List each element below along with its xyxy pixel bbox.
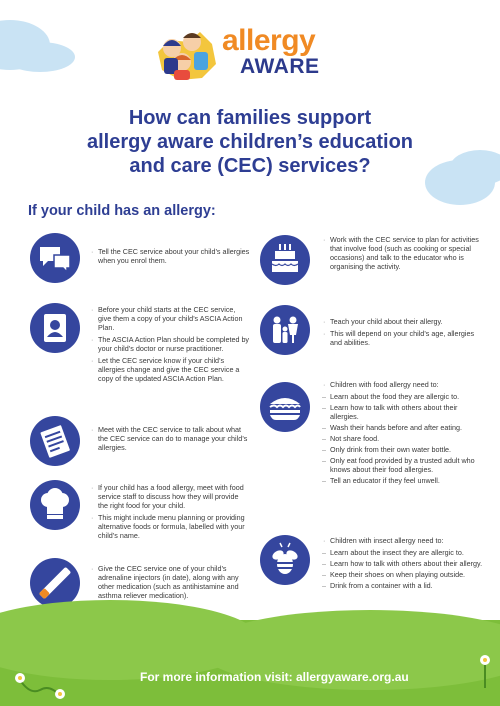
right-block-1 (322, 235, 484, 274)
list-item: – Learn about the food they are allergic to. (322, 392, 484, 401)
section-heading: If your child has an allergy: (28, 203, 216, 219)
allergy-aware-logo (150, 22, 350, 88)
logo-children-icon (150, 22, 222, 84)
list-item: – Only eat food provided by a trusted adult who knows about their food allergies. (322, 456, 484, 474)
list-item: – Drink from a container with a lid. (322, 581, 484, 590)
list-item: – Tell an educator if they feel unwell. (322, 476, 484, 485)
list-item: · Tell the CEC service about your child’s allergies when you enrol them. (90, 247, 250, 265)
list-item: · Give the CEC service one of your child’s adrenaline injectors (in date), along with any other medication (such as antihistamine and asthma reliever medication). (90, 564, 250, 600)
list-item: · This might include menu planning or providing alternative foods or formula, labelled with your child’s name. (90, 513, 250, 540)
left-block-2 (90, 305, 250, 386)
left-block-5 (90, 564, 250, 603)
sandwich-icon (260, 382, 310, 432)
right-block-3 (322, 380, 484, 487)
cloud-left-2 (5, 42, 75, 72)
list-item: – Learn about the insect they are allergic to. (322, 548, 484, 557)
footer-website-text: For more information visit: allergyaware.org.au (140, 670, 409, 684)
list-item: – Learn how to talk with others about their allergy. (322, 559, 484, 568)
left-block-3 (90, 425, 250, 455)
list-item: – Only drink from their own water bottle. (322, 445, 484, 454)
list-item: · Teach your child about their allergy. (322, 317, 484, 326)
list-item: · This will depend on your child’s age, allergies and abilities. (322, 329, 484, 347)
bee-icon (260, 535, 310, 585)
right-block-2 (322, 317, 484, 350)
list-item: – Wash their hands before and after eating. (322, 423, 484, 432)
title-line-2: allergy aware children’s education (86, 131, 414, 153)
speech-bubbles-icon (30, 233, 80, 283)
flowers-icon (0, 640, 120, 706)
list-item: · Let the CEC service know if your child’s allergies change and give the CEC service a copy of the updated ASCIA Action Plan. (90, 356, 250, 383)
page-title (40, 106, 460, 178)
list-intro: · Children with insect allergy need to: (322, 536, 484, 545)
title-line-1: How can families support (128, 107, 372, 129)
list-item: · If your child has a food allergy, meet with food service staff to discuss how they will provide the right food for your child. (90, 483, 250, 510)
list-item: · Work with the CEC service to plan for activities that involve food (such as cooking or special occasions) and talk to the educator who is organising the activity. (322, 235, 484, 271)
birthday-cake-icon (260, 235, 310, 285)
logo-word-aware: AWARE (240, 55, 320, 78)
chef-hat-icon (30, 480, 80, 530)
left-block-1 (90, 247, 250, 268)
list-item: · Before your child starts at the CEC service, give them a copy of your child’s ASCIA Action Plan. (90, 305, 250, 332)
logo-word-allergy: allergy (222, 24, 316, 57)
left-block-4 (90, 483, 250, 543)
list-item: – Learn how to talk with others about their allergies. (322, 403, 484, 421)
list-item: · Meet with the CEC service to talk about what the CEC service can do to manage your child’s allergies. (90, 425, 250, 452)
list-item: · The ASCIA Action Plan should be completed by your child’s doctor or nurse practitioner. (90, 335, 250, 353)
document-icon (30, 416, 80, 466)
family-icon (260, 305, 310, 355)
title-line-3: and care (CEC) services? (129, 155, 371, 177)
list-intro: · Children with food allergy need to: (322, 380, 484, 389)
list-item: – Keep their shoes on when playing outside. (322, 570, 484, 579)
id-card-icon (30, 303, 80, 353)
list-item: – Not share food. (322, 434, 484, 443)
right-block-4 (322, 536, 484, 592)
